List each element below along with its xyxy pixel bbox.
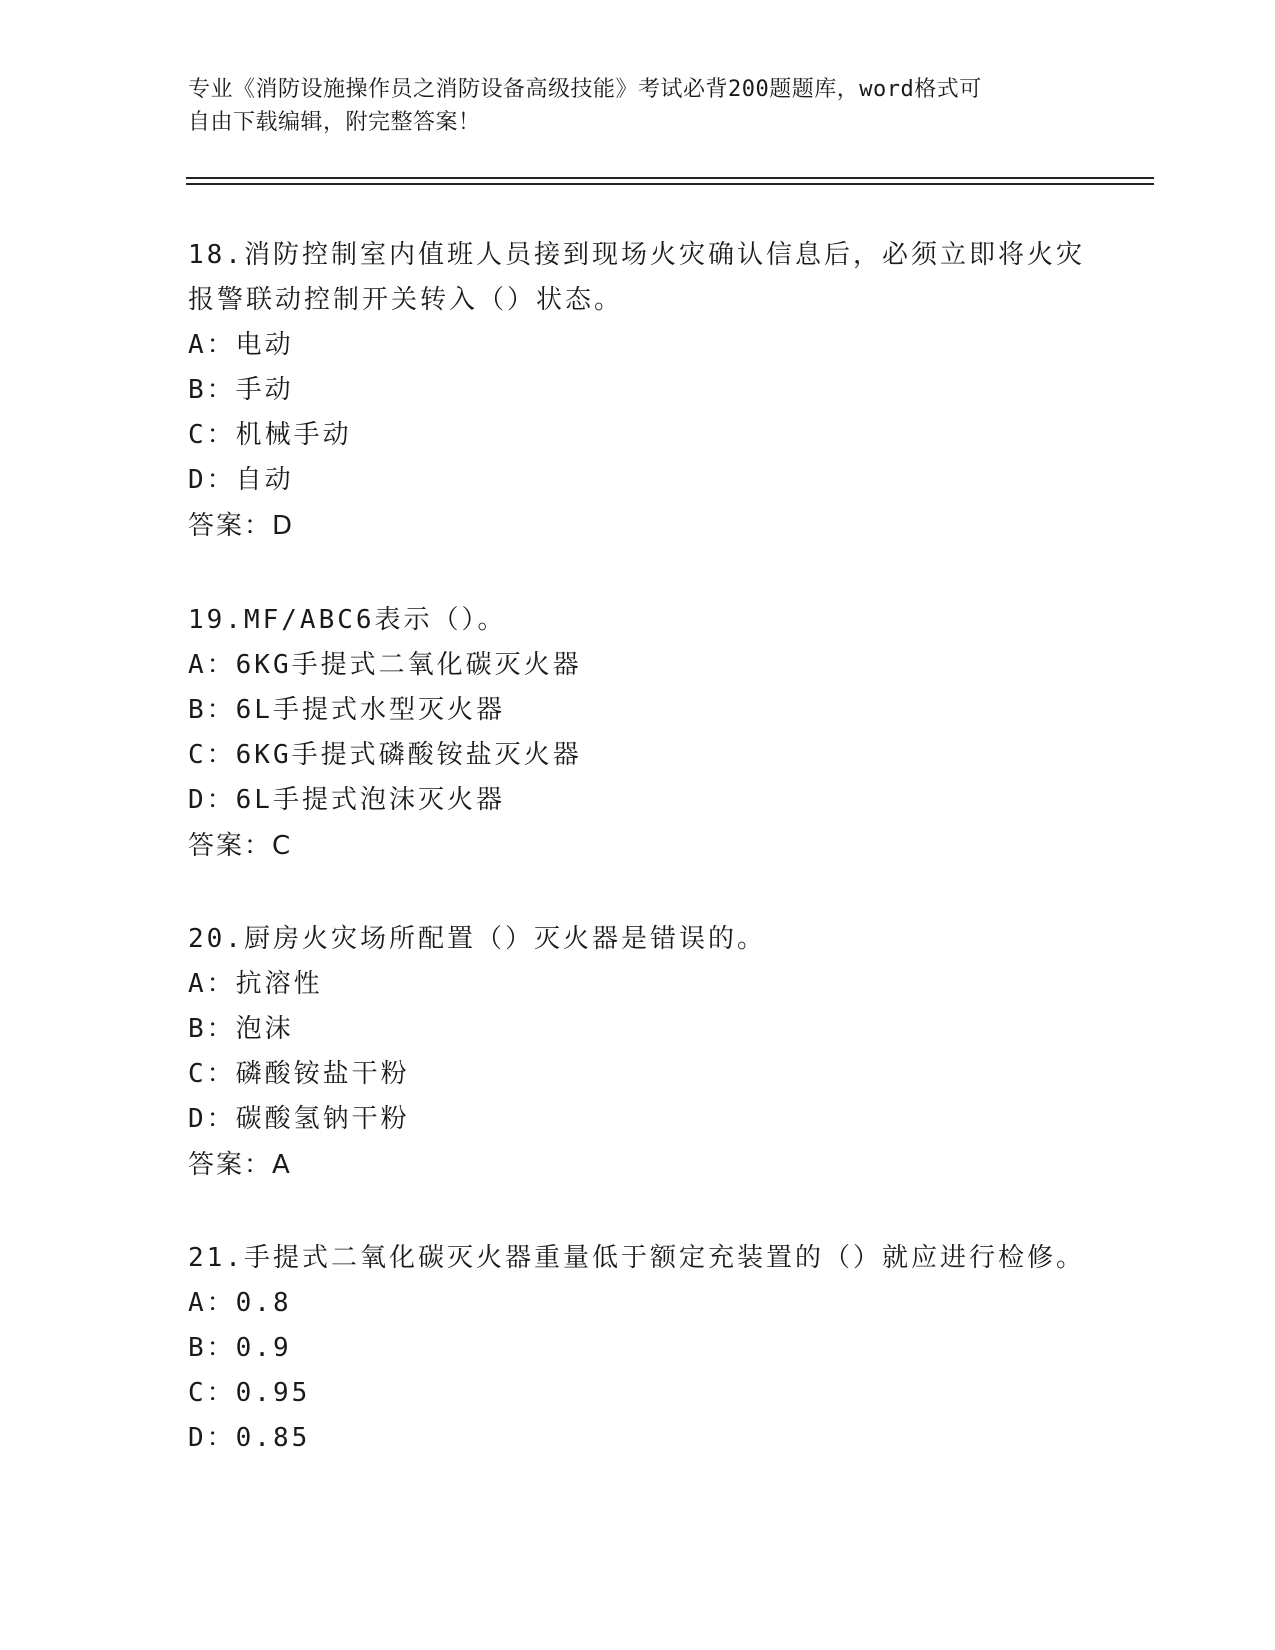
option-c: C：机械手动 (188, 420, 352, 450)
question-21 (188, 1236, 1088, 1461)
question-20 (188, 917, 1088, 1188)
option-a: A：抗溶性 (188, 969, 323, 999)
option-a: A：0.8 (188, 1288, 292, 1318)
question-19 (188, 598, 1088, 869)
option-c: C：磷酸铵盐干粉 (188, 1059, 410, 1089)
option-c: C：0.95 (188, 1378, 311, 1408)
question-stem-continued: 报警联动控制开关转入（）状态。 (188, 285, 624, 315)
header-divider-bottom (186, 183, 1154, 185)
option-c: C：6KG手提式磷酸铵盐灭火器 (188, 740, 582, 770)
option-b: B：0.9 (188, 1333, 292, 1363)
question-stem: 18.消防控制室内值班人员接到现场火灾确认信息后，必须立即将火灾 (188, 240, 1085, 270)
header-divider-top (186, 177, 1154, 179)
question-18 (188, 233, 1088, 549)
option-a: A：电动 (188, 330, 294, 360)
answer: 答案：C (188, 831, 293, 861)
question-stem: 21.手提式二氧化碳灭火器重量低于额定充装置的（）就应进行检修。 (188, 1243, 1085, 1273)
header-line-2: 自由下载编辑，附完整答案！ (188, 110, 481, 135)
option-d: D：0.85 (188, 1423, 311, 1453)
option-a: A：6KG手提式二氧化碳灭火器 (188, 650, 582, 680)
option-d: D：自动 (188, 465, 294, 495)
option-d: D：碳酸氢钠干粉 (188, 1104, 410, 1134)
option-b: B：6L手提式水型灭火器 (188, 695, 505, 725)
question-stem: 20.厨房火灾场所配置（）灭火器是错误的。 (188, 924, 766, 954)
option-d: D：6L手提式泡沫灭火器 (188, 785, 505, 815)
answer: 答案：A (188, 1150, 292, 1180)
header-line-1: 专业《消防设施操作员之消防设备高级技能》考试必背200题题库，word格式可 (188, 77, 982, 102)
document-header (188, 73, 1088, 139)
question-stem: 19.MF/ABC6表示（）。 (188, 605, 507, 635)
answer: 答案：D (188, 511, 295, 541)
option-b: B：手动 (188, 375, 294, 405)
option-b: B：泡沫 (188, 1014, 294, 1044)
